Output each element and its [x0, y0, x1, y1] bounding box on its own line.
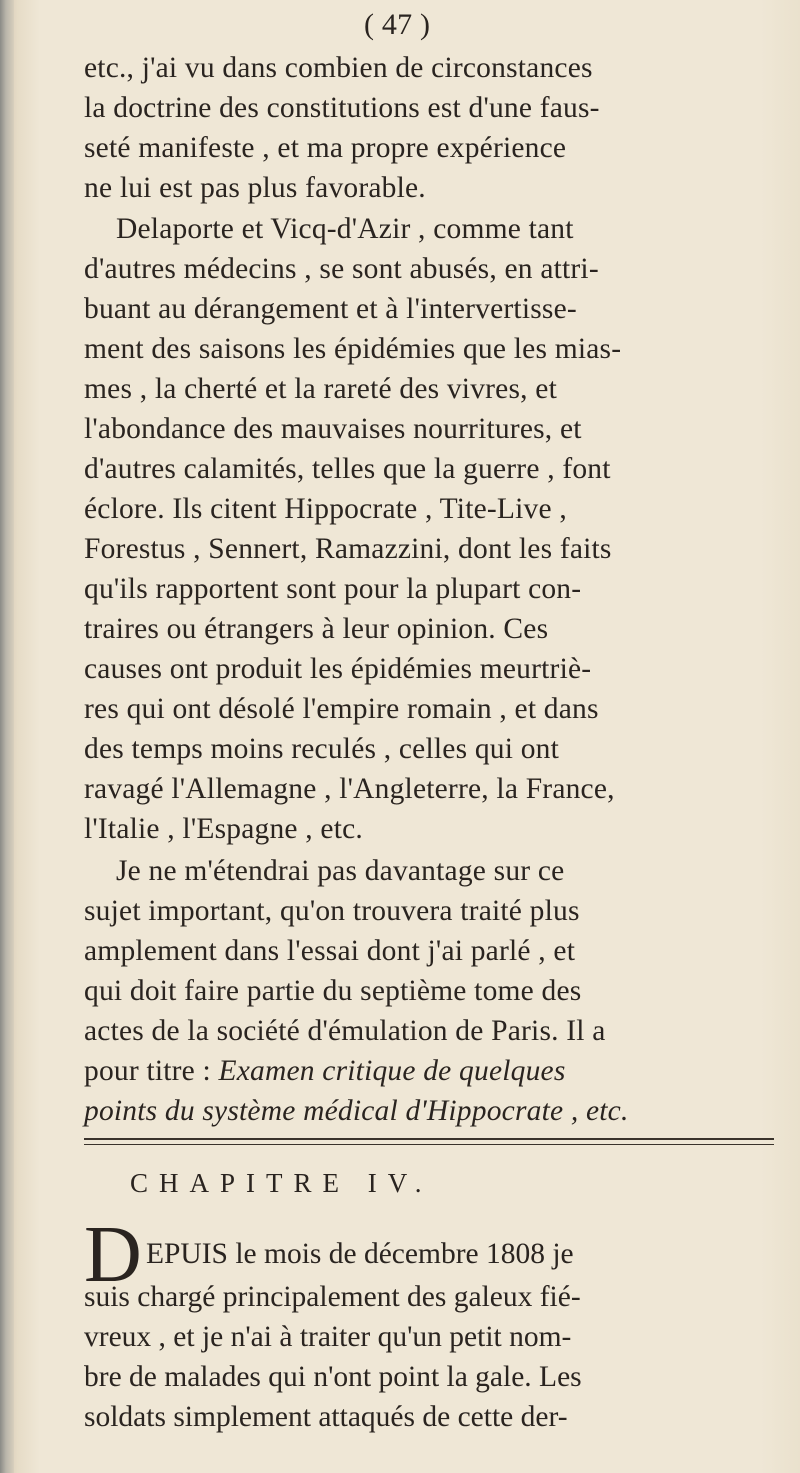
title-prefix: pour titre :	[84, 1055, 219, 1087]
text-line: mes , la cherté et la rareté des vivres, et	[84, 373, 557, 405]
text-line: EPUIS le mois de décembre 1808 je	[146, 1238, 574, 1270]
text-line: causes ont produit les épidémies meurtriè-	[84, 653, 592, 685]
text-line: d'autres calamités, telles que la guerre , font	[84, 453, 611, 485]
text-line: bre de malades qui n'ont point la gale. Les	[84, 1361, 582, 1393]
chapter-heading: CHAPITRE IV.	[130, 1168, 433, 1198]
text-line: ne lui est pas plus favorable.	[84, 172, 426, 204]
text-line: d'autres médecins , se sont abusés, en attri-	[84, 253, 599, 285]
text-line: amplement dans l'essai dont j'ai parlé , et	[84, 935, 576, 967]
text-line: l'Italie , l'Espagne , etc.	[84, 813, 363, 845]
text-line: etc., j'ai vu dans combien de circonstances	[84, 52, 593, 84]
book-spine-edge	[0, 0, 14, 1473]
text-line: qu'ils rapportent sont pour la plupart con-	[84, 573, 582, 605]
text-line: actes de la société d'émulation de Paris. Il a	[84, 1015, 606, 1047]
text-line: l'abondance des mauvaises nourritures, et	[84, 413, 582, 445]
text-line: soldats simplement attaqués de cette der-	[84, 1401, 568, 1433]
text-line: res qui ont désolé l'empire romain , et dans	[84, 693, 599, 725]
drop-cap: D	[84, 1211, 142, 1299]
text-line: la doctrine des constitutions est d'une faus-	[84, 92, 600, 124]
essay-title-continued: points du système médical d'Hippocrate , etc.	[84, 1095, 629, 1127]
text-line: éclore. Ils citent Hippocrate , Tite-Live ,	[84, 493, 567, 525]
text-line: traires ou étrangers à leur opinion. Ces	[84, 613, 549, 645]
double-rule-bottom	[84, 1144, 774, 1145]
chapter-block	[84, 0, 774, 1473]
text-line: seté manifeste , et ma propre expérience	[84, 132, 567, 164]
double-rule-top	[84, 1138, 774, 1140]
text-line: Je ne m'étendrai pas davantage sur ce	[116, 855, 565, 887]
text-line: des temps moins reculés , celles qui ont	[84, 733, 559, 765]
text-line: suis chargé principalement des galeux fié-	[84, 1281, 581, 1313]
text-line: Delaporte et Vicq-d'Azir , comme tant	[116, 213, 574, 245]
essay-title: Examen critique de quelques	[218, 1055, 566, 1087]
text-line: vreux , et je n'ai à traiter qu'un petit nom-	[84, 1321, 572, 1353]
text-line: ravagé l'Allemagne , l'Angleterre, la France,	[84, 773, 615, 805]
text-line: qui doit faire partie du septième tome des	[84, 975, 582, 1007]
page-number: ( 47 )	[364, 8, 431, 41]
text-line: Forestus , Sennert, Ramazzini, dont les faits	[84, 533, 612, 565]
text-line: ment des saisons les épidémies que les mias-	[84, 333, 622, 365]
text-line: buant au dérangement et à l'intervertisse-	[84, 293, 577, 325]
text-line: sujet important, qu'on trouvera traité plus	[84, 895, 580, 927]
